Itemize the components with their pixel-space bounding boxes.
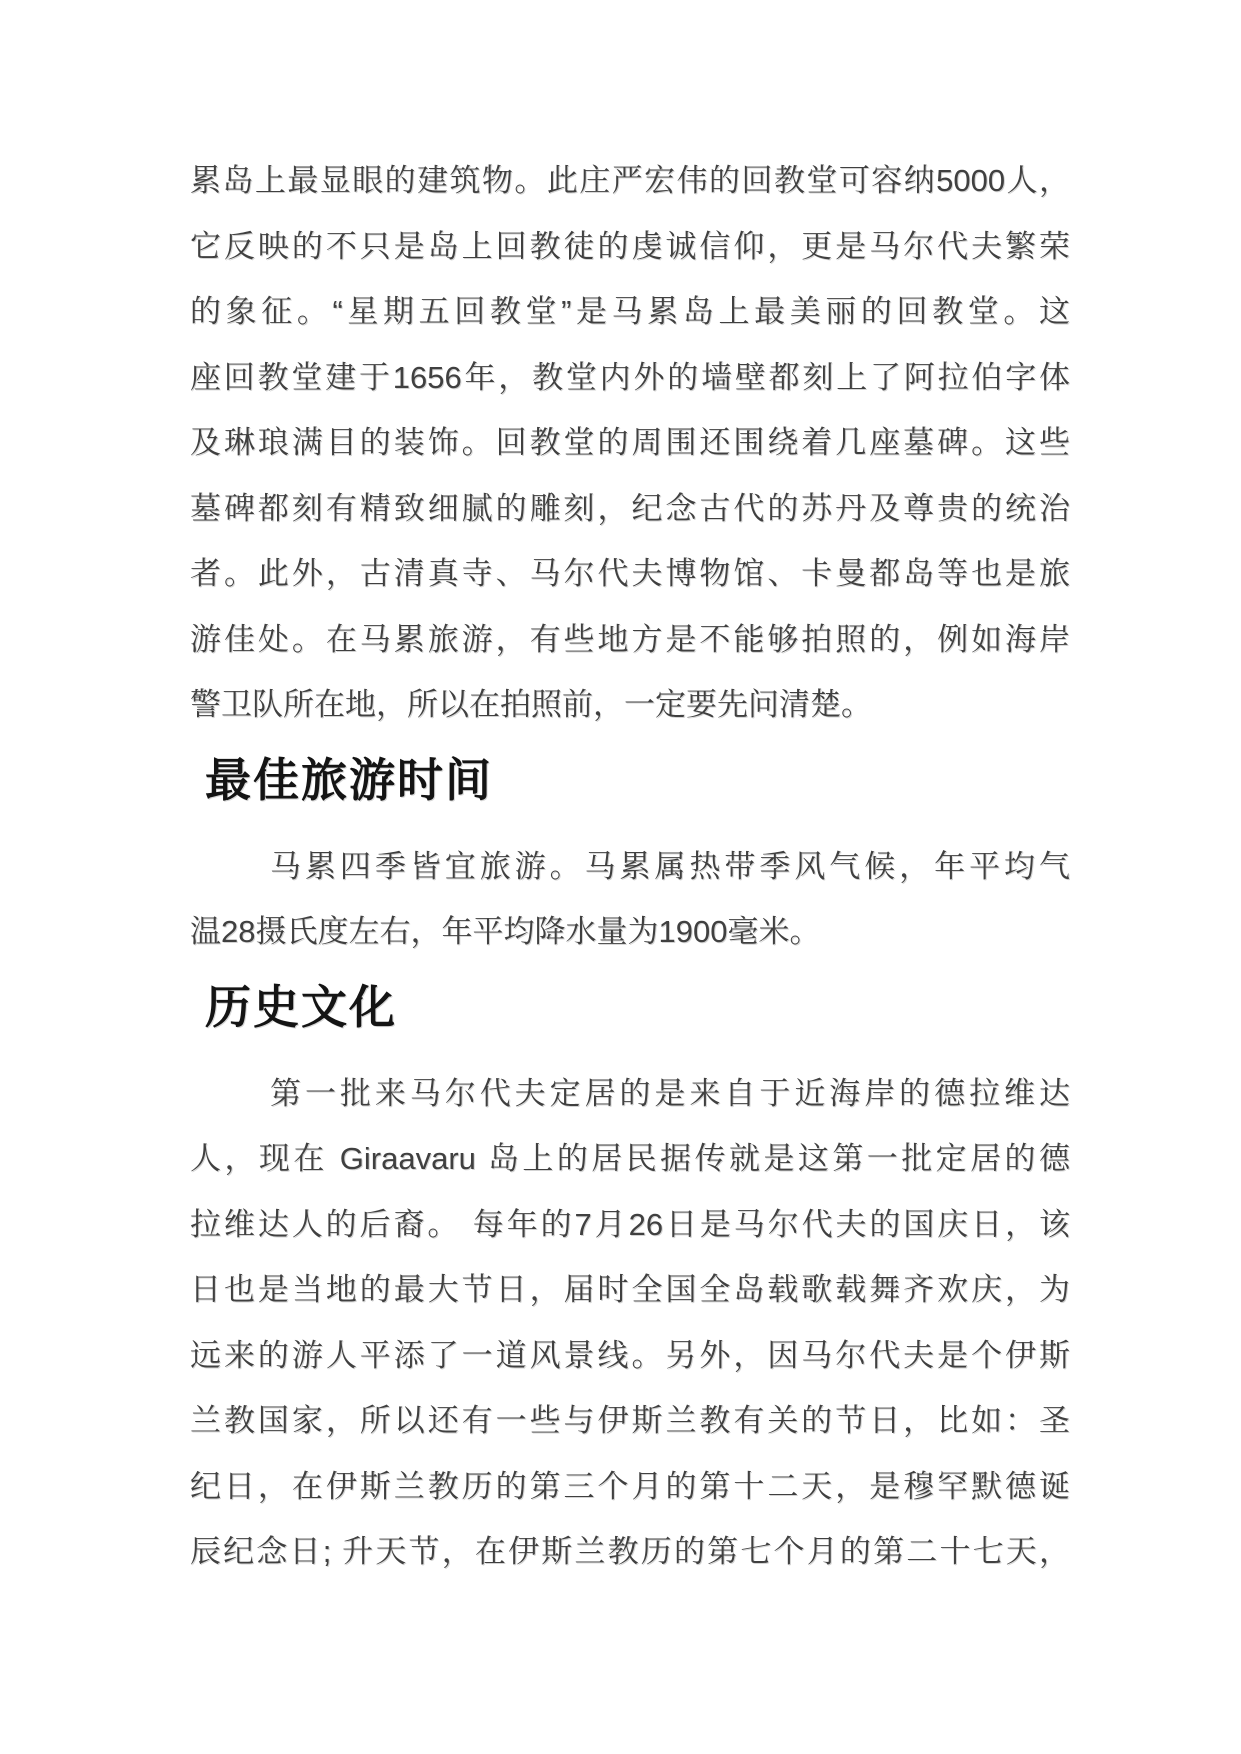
history-culture-paragraph — [190, 1061, 1070, 1585]
text-line: 墓碑都刻有精致细腻的雕刻，纪念古代的苏丹及尊贵的统治 — [190, 490, 1070, 526]
text-line: 纪日，在伊斯兰教历的第三个月的第十二天，是穆罕默德诞 — [190, 1468, 1070, 1504]
text-line: 者。此外，古清真寺、马尔代夫博物馆、卡曼都岛等也是旅 — [190, 556, 1070, 591]
best-travel-time-paragraph — [190, 834, 1070, 965]
section-heading-history-culture: 历史文化 — [205, 981, 397, 1033]
text-line: 游佳处。在马累旅游，有些地方是不能够拍照的，例如海岸 — [190, 621, 1070, 657]
intro-paragraph — [190, 148, 1070, 738]
text-line: 及琳琅满目的装饰。回教堂的周围还围绕着几座墓碑。这些 — [190, 425, 1070, 460]
text-line: 辰纪念日; 升天节，在伊斯兰教历的第七个月的第二十七天， — [190, 1534, 1070, 1569]
document-content — [190, 148, 1070, 1585]
text-line: 日也是当地的最大节日，届时全国全岛载歌载舞齐欢庆，为 — [190, 1272, 1070, 1307]
text-line: 座回教堂建于1656年，教堂内外的墙壁都刻上了阿拉伯字体 — [190, 359, 1070, 395]
text-line: 警卫队所在地，所以在拍照前，一定要先问清楚。 — [190, 687, 872, 722]
text-line: 的象征。“星期五回教堂”是马累岛上最美丽的回教堂。这 — [190, 294, 1070, 329]
text-line: 拉维达人的后裔。 每年的7月26日是马尔代夫的国庆日，该 — [190, 1206, 1070, 1242]
text-line: 它反映的不只是岛上回教徒的虔诚信仰，更是马尔代夫繁荣 — [190, 228, 1070, 264]
text-line: 马累四季皆宜旅游。马累属热带季风气候，年平均气 — [270, 848, 1070, 884]
text-line: 累岛上最显眼的建筑物。此庄严宏伟的回教堂可容纳5000人， — [190, 163, 1070, 198]
text-line: 远来的游人平添了一道风景线。另外，因马尔代夫是个伊斯 — [190, 1337, 1070, 1373]
section-heading-best-travel-time: 最佳旅游时间 — [205, 754, 493, 806]
text-line: 人，现在 Giraavaru 岛上的居民据传就是这第一批定居的德 — [190, 1141, 1070, 1176]
text-line: 第一批来马尔代夫定居的是来自于近海岸的德拉维达 — [270, 1075, 1070, 1111]
text-line: 兰教国家，所以还有一些与伊斯兰教有关的节日，比如：圣 — [190, 1403, 1070, 1438]
text-line: 温28摄氏度左右，年平均降水量为1900毫米。 — [190, 914, 821, 949]
